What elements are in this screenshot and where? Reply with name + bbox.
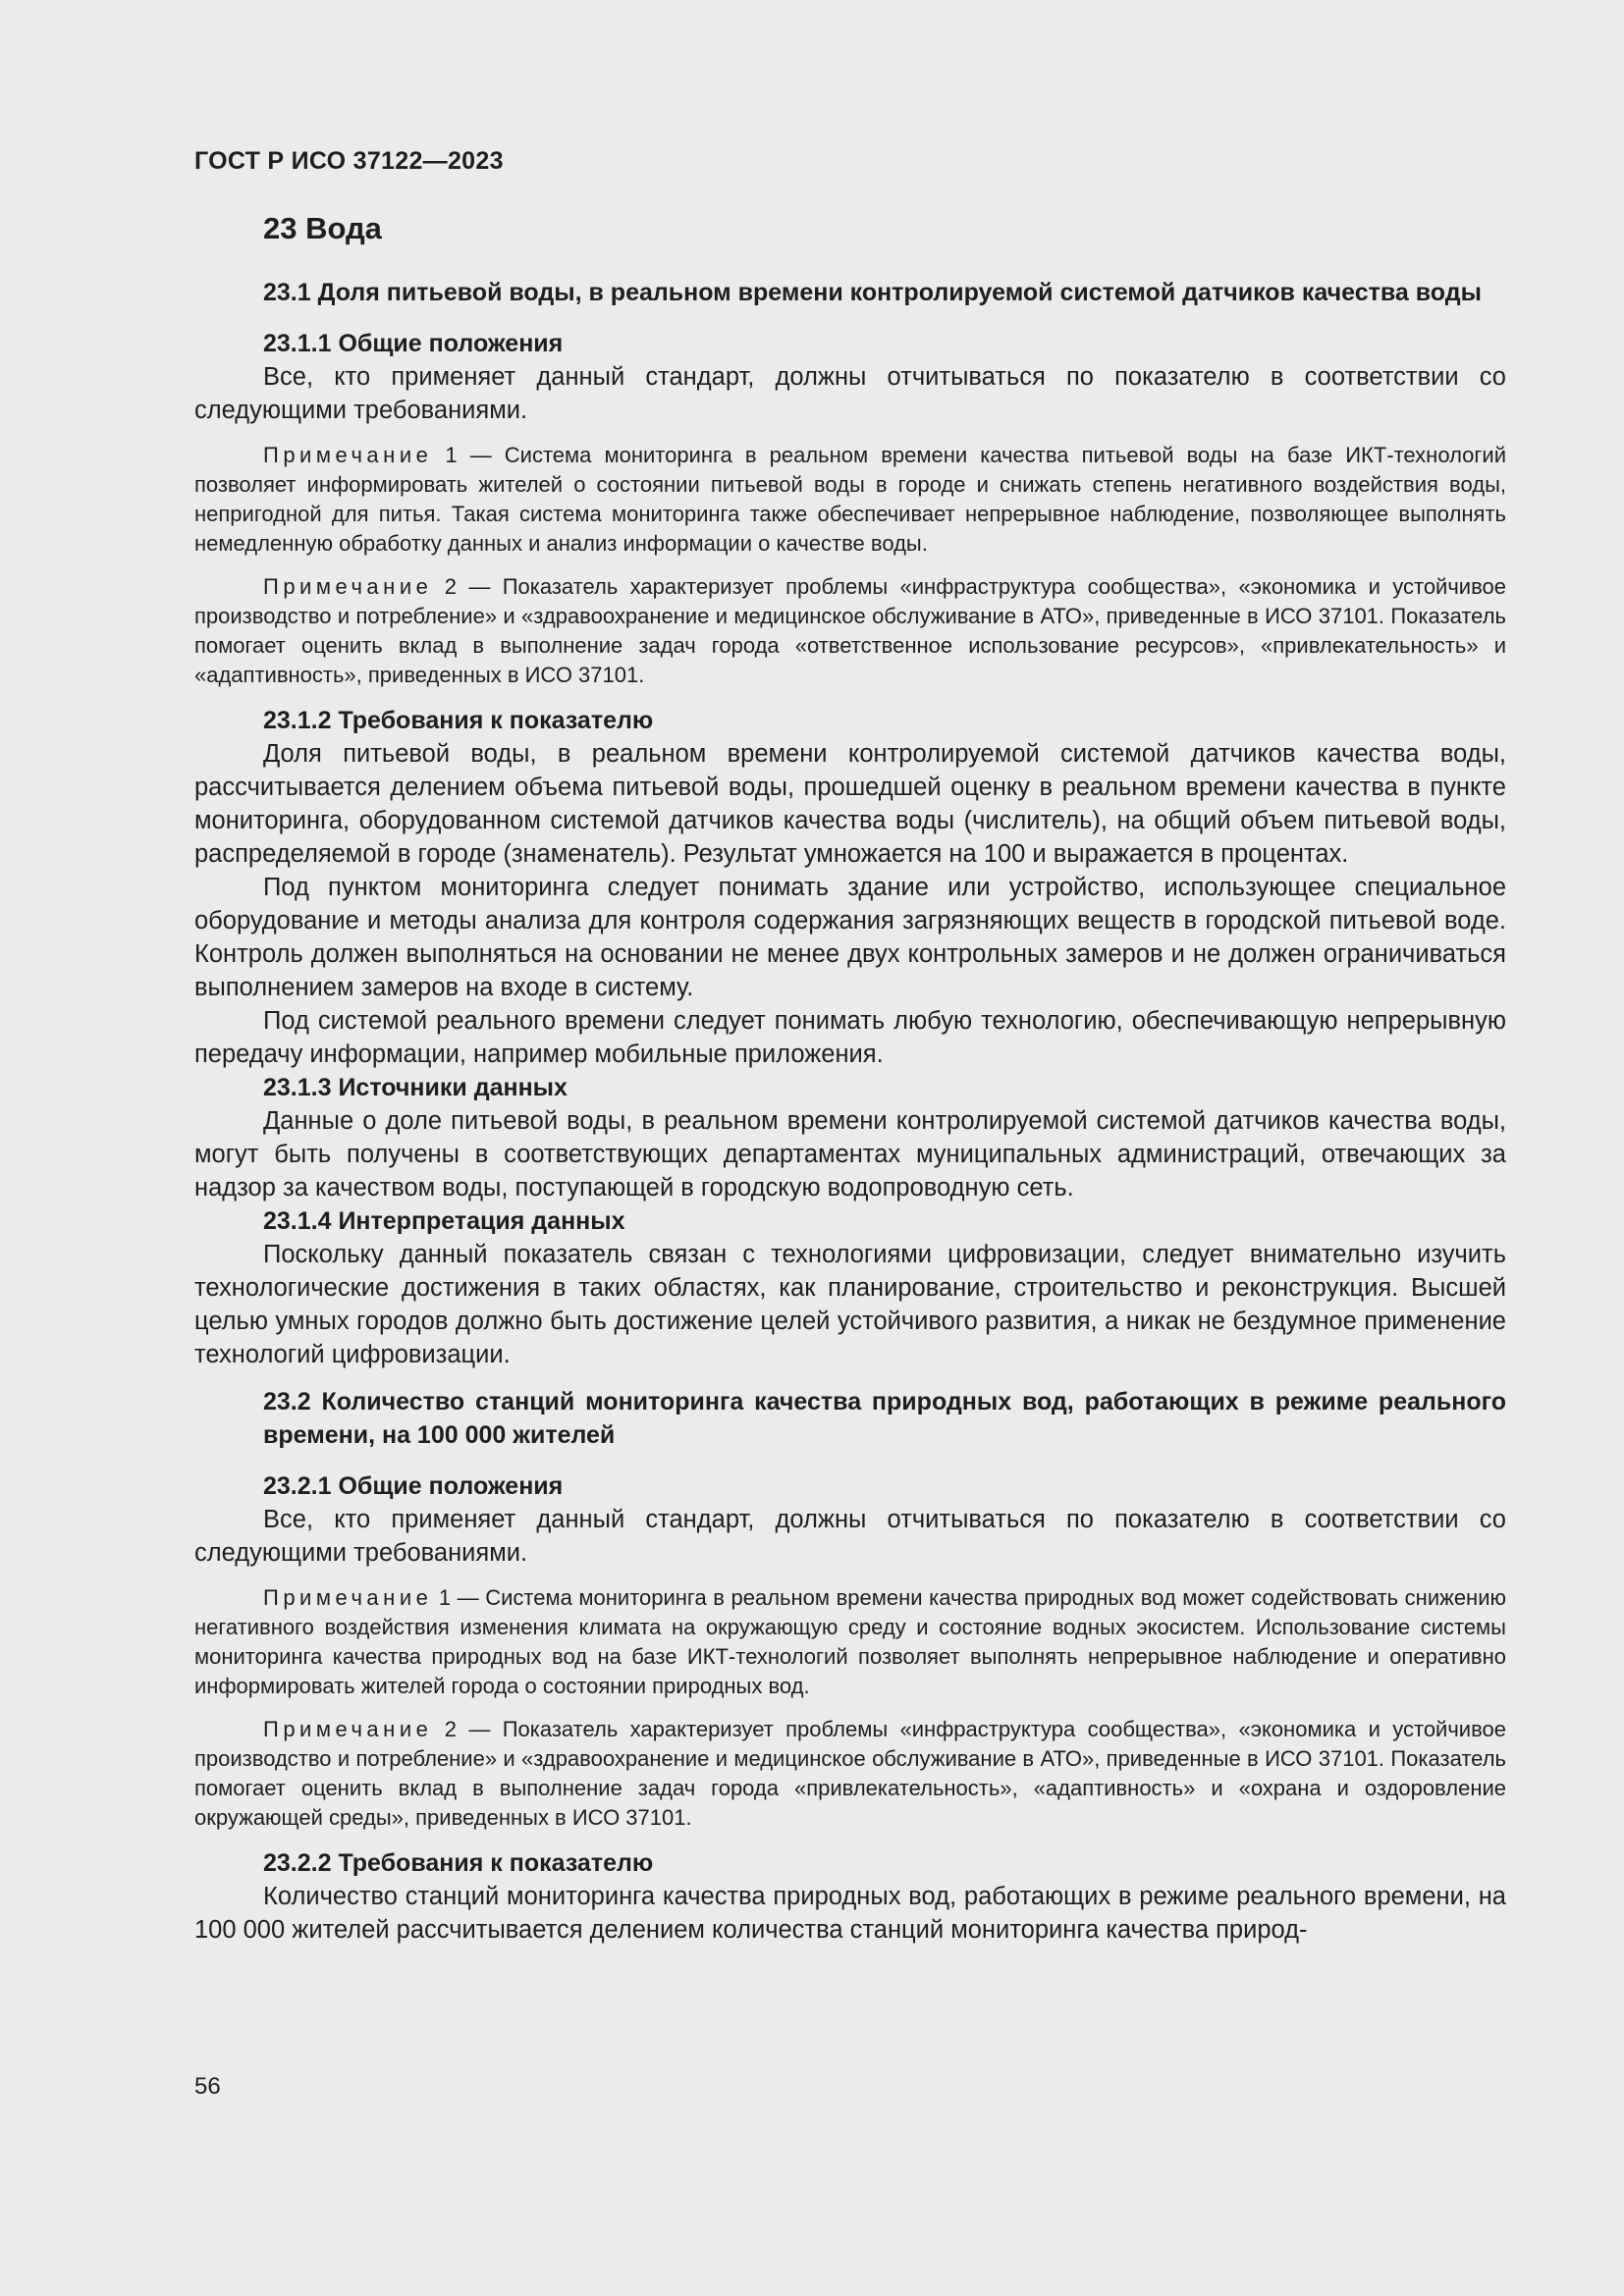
note — [194, 572, 1506, 690]
paragraph: Количество станций мониторинга качества природных вод, работающих в режиме реального времени, на 100 000 жителей рассчитывается делением количества станций мониторинга качества природ- — [194, 1883, 1506, 1944]
paragraph: Данные о доле питьевой воды, в реальном времени контролируемой системой датчиков качества воды, могут быть получены в соответствующих департаментах муниципальных администраций, отвечающих за надзор за качеством воды, поступающей в городскую водопроводную сеть. — [194, 1107, 1506, 1201]
note-label: Примечание — [263, 1717, 433, 1741]
note-label: Примечание — [263, 443, 433, 467]
document-header: ГОСТ Р ИСО 37122—2023 — [194, 147, 504, 175]
section-title: 23 Вода — [263, 211, 382, 245]
page-number: 56 — [194, 2073, 221, 2100]
note — [194, 1715, 1506, 1833]
note-text: 1 — Система мониторинга в реальном времени качества питьевой воды на базе ИКТ-технологий позволяет информировать жителей о состоянии питьевой воды в городе и снижать степень негативного воздействия воды, непригодной для питья. Такая система мониторинга также обеспечивает непрерывное наблюдение, позволяющее выполнять немедленную обработку данных и анализ информации о качестве воды. — [194, 443, 1506, 556]
heading-23-2-2: 23.2.2 Требования к показателю — [263, 1849, 654, 1877]
paragraph: Под системой реального времени следует понимать любую технологию, обеспечивающую непрерывную передачу информации, например мобильные приложения. — [194, 1007, 1506, 1068]
note — [194, 1583, 1506, 1701]
paragraph: Поскольку данный показатель связан с технологиями цифровизации, следует внимательно изучить технологические достижения в таких областях, как планирование, строительство и реконструкция. Высшей целью умных городов должно быть достижение целей устойчивого развития, а никак не бездумное применение технологий цифровизации. — [194, 1241, 1506, 1368]
subsection-title-23-1: 23.1 Доля питьевой воды, в реальном времени контролируемой системой датчиков качества воды — [263, 279, 1482, 306]
paragraph: Все, кто применяет данный стандарт, должны отчитываться по показателю в соответствии со следующими требованиями. — [194, 1506, 1506, 1567]
subsection-title-23-2: 23.2 Количество станций мониторинга качества природных вод, работающих в режиме реального времени, на 100 000 жителей — [263, 1388, 1506, 1449]
note-text: 2 — Показатель характеризует проблемы «инфраструктура сообщества», «экономика и устойчивое производство и потребление» и «здравоохранение и медицинское обслуживание в АТО», приведенные в ИСО 37101. Показатель помогает оценить вклад в выполнение задач города «привлекательность», «адаптивность» и «охрана и оздоровление окружающей среды», приведенных в ИСО 37101. — [194, 1717, 1506, 1830]
heading-23-1-3: 23.1.3 Источники данных — [263, 1074, 568, 1101]
note — [194, 441, 1506, 559]
paragraph: Все, кто применяет данный стандарт, должны отчитываться по показателю в соответствии со следующими требованиями. — [194, 363, 1506, 424]
heading-23-1-1: 23.1.1 Общие положения — [263, 330, 564, 357]
note-label: Примечание — [263, 1585, 433, 1610]
note-text: 2 — Показатель характеризует проблемы «инфраструктура сообщества», «экономика и устойчивое производство и потребление» и «здравоохранение и медицинское обслуживание в АТО», приведенные в ИСО 37101. Показатель помогает оценить вклад в выполнение задач города «ответственное использование ресурсов», «привлекательность» и «адаптивность», приведенных в ИСО 37101. — [194, 574, 1506, 687]
page-content — [194, 147, 1506, 1947]
note-label: Примечание — [263, 574, 433, 599]
heading-23-1-4: 23.1.4 Интерпретация данных — [263, 1207, 625, 1235]
note-text: 1 — Система мониторинга в реальном времени качества природных вод может содействовать снижению негативного воздействия изменения климата на окружающую среду и состояние водных экосистем. Использование системы мониторинга качества природных вод на базе ИКТ-технологий позволяет выполнять непрерывное наблюдение и оперативно информировать жителей города о состоянии природных вод. — [194, 1585, 1506, 1698]
paragraph: Под пунктом мониторинга следует понимать здание или устройство, использующее специальное оборудование и методы анализа для контроля содержания загрязняющих веществ в городской питьевой воде. Контроль должен выполняться на основании не менее двух контрольных замеров и не должен ограничиваться выполнением замеров на входе в систему. — [194, 874, 1506, 1001]
heading-23-2-1: 23.2.1 Общие положения — [263, 1472, 564, 1500]
paragraph: Доля питьевой воды, в реальном времени контролируемой системой датчиков качества воды, рассчитывается делением объема питьевой воды, прошедшей оценку в реальном времени качества в пункте мониторинга, оборудованном системой датчиков качества воды (числитель), на общий объем питьевой воды, распределяемой в городе (знаменатель). Результат умножается на 100 и выражается в процентах. — [194, 740, 1506, 868]
heading-23-1-2: 23.1.2 Требования к показателю — [263, 707, 654, 734]
